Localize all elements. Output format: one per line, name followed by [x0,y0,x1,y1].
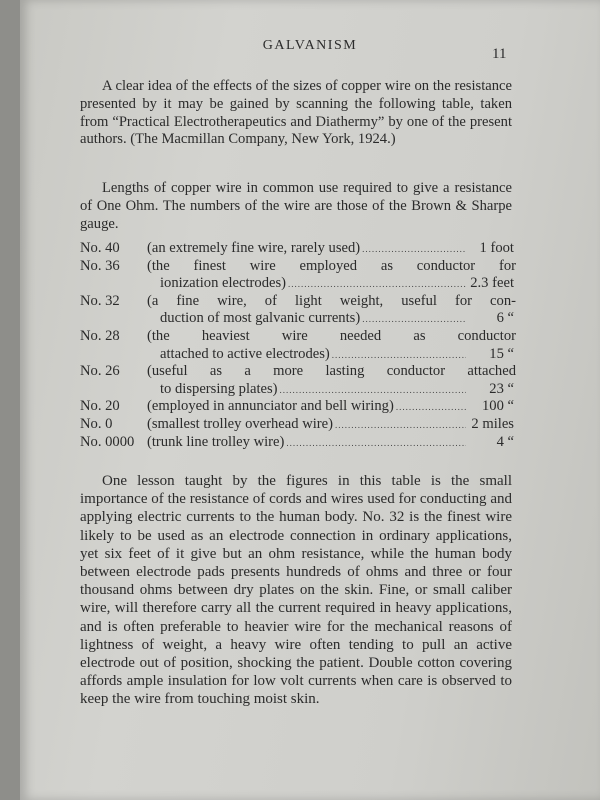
wire-length: 6 “ [496,310,514,327]
wire-length: 1 foot [479,240,514,256]
table-row-continuation [80,346,516,364]
wire-description: (a fine wire, of light weight, useful for con- [147,292,516,309]
wire-length: 2 miles [471,415,514,432]
wire-number: No. 28 [80,327,120,344]
wire-number: No. 36 [80,257,120,274]
wire-resistance-table [80,240,516,451]
table-row [80,293,516,311]
table-row [80,328,516,346]
table-row-continuation [80,381,516,399]
wire-number: No. 26 [80,363,120,380]
closing-paragraph: One lesson taught by the figures in this table is the small importance of the resistance of cords and wires used for conducting and applying electric currents to the human body. No. 32 is the finest wire likely to be used as an electrode connection in ordinary applications, yet six feet of it give but an ohm resistance, while the human body between electrode pads presents hundreds of ohms and three or four thousand ohms between dry plates on the skin. Fine, or small caliber wire, will therefore carry all the current required in heavy applications, and is often preferable to heavier wire for the mechanical reasons of lightness of weight, a heavy wire often tending to pull an active electrode out of position, shocking the patient. Double cotton covering affords ample insulation for low volt currents when care is observed to keep the wire from touching moist skin. [80,473,512,708]
wire-description: (trunk line trolley wire) [147,433,285,450]
table-row [80,398,516,416]
table-row-continuation [80,275,516,293]
wire-description: (an extremely fine wire, rarely used) [147,240,361,256]
wire-length: 15 “ [489,345,514,362]
dot-leader [286,435,466,453]
wire-number: No. 32 [80,292,120,309]
table-row [80,258,516,276]
book-page [20,0,600,800]
wire-description-continued: duction of most galvanic currents) [160,310,361,327]
table-row-continuation [80,310,516,328]
wire-description: (the finest wire employed as conductor for [147,257,516,274]
dot-leader [396,399,466,417]
wire-length: 23 “ [489,380,514,397]
wire-length: 100 “ [481,398,514,415]
wire-description: (employed in annunciator and bell wiring) [147,398,394,415]
dot-leader [280,382,466,400]
dot-leader [335,417,466,435]
wire-description-continued: to dispersing plates) [160,380,278,397]
dot-leader [362,311,466,329]
page-number: 11 [492,46,507,62]
wire-description-continued: attached to active electrodes) [160,345,330,362]
table-row [80,416,516,434]
wire-number: No. 0000 [80,433,135,450]
wire-number: No. 0 [80,415,113,432]
wire-description: (the heaviest wire needed as conductor [147,327,516,344]
dot-leader [288,276,466,294]
table-row [80,434,516,452]
table-intro-paragraph: Lengths of copper wire in common use required to give a resistance of One Ohm. The numbers of the wire are those of the Brown & Sharpe gauge. [80,180,512,232]
table-row [80,363,516,381]
dot-leader [362,241,466,259]
table-row [80,240,516,258]
wire-length: 4 “ [496,433,514,450]
wire-description-continued: ionization electrodes) [160,275,287,292]
dot-leader [332,347,466,365]
wire-description: (smallest trolley overhead wire) [147,415,333,432]
intro-paragraph: A clear idea of the effects of the sizes of copper wire on the resistance presented by it may be gained by scanning the following table, taken from “Practical Electrotherapeutics and Diathermy” by one of the present authors. (The Macmillan Company, New York, 1924.) [80,78,512,148]
wire-number: No. 40 [80,240,120,256]
wire-number: No. 20 [80,398,120,415]
wire-description: (useful as a more lasting conductor attached [147,363,516,380]
wire-length: 2.3 feet [470,275,514,292]
running-head: GALVANISM [262,38,358,53]
